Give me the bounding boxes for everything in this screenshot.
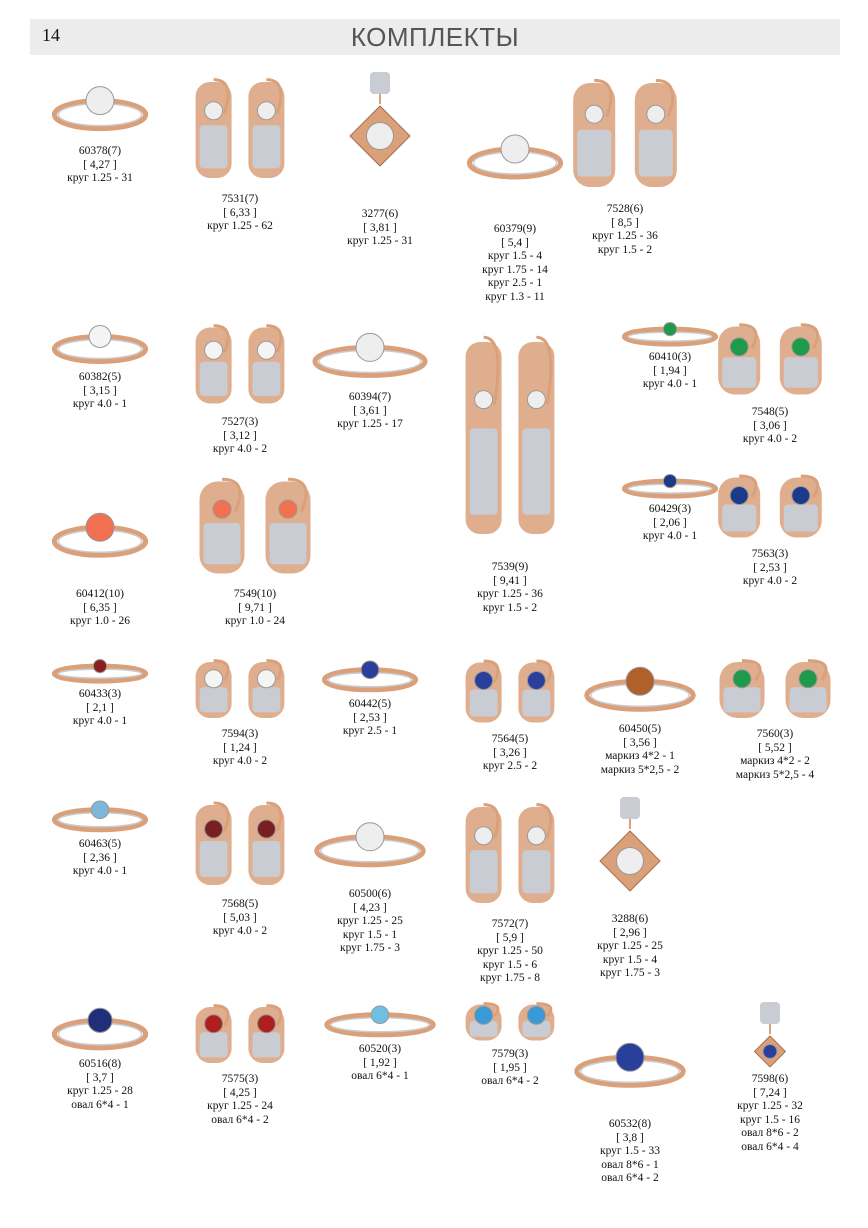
product-item	[310, 1000, 450, 1084]
product-image-earrings	[180, 1000, 300, 1070]
product-code: 7548(5)	[751, 406, 789, 418]
product-item	[170, 318, 310, 457]
product-code: 7527(3)	[221, 416, 259, 428]
product-weight: [ 4,23 ]	[353, 901, 387, 914]
product-weight: [ 3,06 ]	[753, 419, 787, 432]
product-code: 60429(3)	[648, 503, 692, 515]
stone-spec: круг 1.25 - 17	[337, 418, 403, 430]
product-weight: [ 9,41 ]	[493, 574, 527, 587]
product-code: 60378(7)	[78, 145, 122, 157]
product-weight: [ 3,81 ]	[363, 221, 397, 234]
stone-spec: круг 1.25 - 36	[477, 588, 543, 600]
stone-spec: круг 1.5 - 2	[597, 243, 653, 256]
product-item	[170, 655, 310, 769]
product-image-pendant	[570, 795, 690, 910]
stone-spec: круг 2.5 - 1	[342, 725, 398, 737]
product-item	[700, 1000, 840, 1154]
product-item	[700, 655, 850, 782]
stone-spec: круг 1.25 - 32	[737, 1100, 803, 1112]
product-weight: [ 2,36 ]	[83, 851, 117, 864]
product-code: 60410(3)	[648, 351, 692, 363]
product-image-ring	[310, 1000, 450, 1040]
product-code: 7539(9)	[491, 561, 529, 573]
stone-spec: круг 1.25 - 25	[337, 915, 403, 927]
product-image-earrings	[450, 655, 570, 730]
stone-spec: круг 4.0 - 1	[72, 865, 128, 877]
product-weight: [ 4,25 ]	[223, 1086, 257, 1099]
product-item	[700, 318, 840, 447]
product-item	[300, 795, 440, 956]
stone-spec: овал 6*4 - 2	[481, 1075, 539, 1087]
product-weight: [ 6,33 ]	[223, 206, 257, 219]
product-image-earrings	[180, 655, 300, 725]
product-code: 60442(5)	[348, 698, 392, 710]
product-code: 60433(3)	[78, 688, 122, 700]
product-code: 7564(5)	[491, 733, 529, 745]
stone-spec: круг 4.0 - 1	[72, 715, 128, 727]
product-image-ring	[310, 655, 430, 695]
stone-spec: круг 4.0 - 2	[212, 925, 268, 937]
product-code: 7572(7)	[491, 918, 529, 930]
product-code: 7594(3)	[221, 728, 259, 740]
product-image-earrings	[700, 655, 850, 725]
product-image-earrings	[180, 795, 300, 895]
product-item	[440, 1000, 580, 1089]
product-code: 7560(3)	[756, 728, 794, 740]
product-weight: [ 3,8 ]	[616, 1131, 644, 1144]
product-image-ring	[290, 318, 450, 388]
stone-spec: овал 8*6 - 2	[741, 1127, 799, 1139]
product-weight: [ 3,56 ]	[623, 736, 657, 749]
product-code: 60500(6)	[348, 888, 392, 900]
product-weight: [ 1,95 ]	[493, 1061, 527, 1074]
stone-spec: круг 4.0 - 2	[742, 433, 798, 445]
product-weight: [ 2,1 ]	[86, 701, 114, 714]
product-item	[700, 470, 840, 589]
product-code: 7531(7)	[221, 193, 259, 205]
stone-spec: круг 1.25 - 24	[207, 1100, 273, 1112]
product-code: 7528(6)	[606, 203, 644, 215]
stone-spec: круг 1.5 - 2	[482, 601, 538, 614]
product-code: 7598(6)	[751, 1073, 789, 1085]
product-weight: [ 8,5 ]	[611, 216, 639, 229]
stone-spec: круг 1.75 - 8	[480, 972, 540, 984]
product-code: 7563(3)	[751, 548, 789, 560]
stone-spec: круг 1.75 - 3	[600, 967, 660, 979]
stone-spec: круг 1.25 - 31	[67, 172, 133, 184]
stone-spec: овал 8*6 - 1	[601, 1158, 659, 1171]
product-weight: [ 1,92 ]	[363, 1056, 397, 1069]
product-weight: [ 7,24 ]	[753, 1086, 787, 1099]
product-weight: [ 5,52 ]	[758, 741, 792, 754]
stone-spec: круг 4.0 - 2	[212, 443, 268, 455]
stone-spec: круг 1.5 - 16	[740, 1113, 800, 1126]
stone-spec: круг 1.5 - 33	[600, 1145, 660, 1157]
product-code: 60379(9)	[493, 223, 537, 235]
stone-spec: круг 2.5 - 1	[487, 277, 543, 289]
product-code: 60382(5)	[78, 371, 122, 383]
page-number: 14	[42, 25, 60, 45]
product-item	[30, 655, 170, 729]
product-item	[440, 318, 580, 615]
product-item	[30, 470, 170, 629]
product-item	[180, 470, 330, 629]
stone-spec: круг 4.0 - 1	[642, 530, 698, 542]
product-image-earrings	[700, 470, 840, 545]
product-image-earrings	[555, 70, 695, 200]
stone-spec: маркиз 4*2 - 2	[740, 755, 810, 767]
product-weight: [ 5,9 ]	[496, 931, 524, 944]
product-code: 7549(10)	[233, 588, 277, 600]
stone-spec: овал 6*4 - 2	[601, 1172, 659, 1184]
stone-spec: круг 4.0 - 1	[642, 378, 698, 390]
stone-spec: овал 6*4 - 4	[741, 1140, 799, 1153]
stone-spec: круг 1.3 - 11	[485, 290, 545, 303]
product-image-pendant	[320, 70, 440, 205]
product-item	[560, 795, 700, 981]
product-item	[555, 70, 695, 257]
product-image-ring	[40, 318, 160, 368]
product-weight: [ 5,03 ]	[223, 911, 257, 924]
stone-spec: овал 6*4 - 1	[71, 1098, 129, 1111]
product-item	[30, 318, 170, 412]
product-weight: [ 2,96 ]	[613, 926, 647, 939]
product-image-earrings	[450, 318, 570, 558]
page-header	[30, 19, 840, 55]
product-image-earrings	[180, 70, 300, 190]
product-item	[30, 795, 170, 879]
stone-spec: круг 1.25 - 28	[67, 1085, 133, 1097]
page-title: КОМПЛЕКТЫ	[350, 22, 520, 52]
product-weight: [ 5,4 ]	[501, 236, 529, 249]
product-weight: [ 2,53 ]	[753, 561, 787, 574]
stone-spec: круг 1.25 - 25	[597, 940, 663, 952]
product-image-ring	[300, 795, 440, 885]
product-image-ring	[40, 470, 160, 585]
stone-spec: маркиз 4*2 - 1	[605, 750, 675, 762]
stone-spec: маркиз 5*2,5 - 2	[600, 763, 680, 776]
stone-spec: круг 1.0 - 26	[70, 615, 130, 627]
stone-spec: круг 1.5 - 1	[342, 928, 398, 941]
stone-spec: круг 1.25 - 31	[347, 235, 413, 247]
product-item	[170, 70, 310, 234]
stone-spec: круг 1.5 - 4	[487, 250, 543, 262]
product-code: 60412(10)	[76, 588, 124, 600]
product-code: 60520(3)	[358, 1043, 402, 1055]
stone-spec: маркиз 5*2,5 - 4	[735, 768, 815, 781]
product-image-pendant	[700, 1000, 840, 1070]
stone-spec: круг 2.5 - 2	[482, 760, 538, 772]
stone-spec: круг 1.75 - 14	[482, 263, 548, 276]
stone-spec: круг 1.0 - 24	[225, 615, 285, 627]
product-weight: [ 1,94 ]	[653, 364, 687, 377]
stone-spec: овал 6*4 - 2	[211, 1113, 269, 1126]
product-weight: [ 3,61 ]	[353, 404, 387, 417]
product-item	[30, 1000, 170, 1112]
product-weight: [ 3,7 ]	[86, 1071, 114, 1084]
product-item	[440, 655, 580, 774]
product-code: 7579(3)	[491, 1048, 529, 1060]
stone-spec: круг 4.0 - 2	[212, 755, 268, 767]
stone-spec: круг 1.25 - 62	[207, 220, 273, 232]
stone-spec: круг 1.5 - 6	[482, 958, 538, 971]
stone-spec: круг 1.25 - 50	[477, 945, 543, 957]
product-code: 3288(6)	[611, 913, 649, 925]
product-code: 3277(6)	[361, 208, 399, 220]
stone-spec: круг 1.25 - 36	[592, 230, 658, 242]
product-item	[310, 70, 450, 249]
product-image-earrings	[700, 318, 840, 403]
product-item	[570, 655, 710, 777]
product-weight: [ 3,26 ]	[493, 746, 527, 759]
product-code: 7568(5)	[221, 898, 259, 910]
product-image-ring	[40, 655, 160, 685]
product-image-ring	[560, 1000, 700, 1115]
product-image-ring	[40, 795, 160, 835]
product-item	[300, 655, 440, 739]
product-image-ring	[40, 1000, 160, 1055]
product-code: 60463(5)	[78, 838, 122, 850]
product-code: 7575(3)	[221, 1073, 259, 1085]
product-weight: [ 4,27 ]	[83, 158, 117, 171]
product-weight: [ 2,06 ]	[653, 516, 687, 529]
product-item	[170, 1000, 310, 1127]
product-code: 60532(8)	[608, 1118, 652, 1130]
product-code: 60450(5)	[618, 723, 662, 735]
stone-spec: овал 6*4 - 1	[351, 1070, 409, 1082]
product-weight: [ 3,15 ]	[83, 384, 117, 397]
product-weight: [ 1,24 ]	[223, 741, 257, 754]
product-item	[30, 70, 170, 186]
product-item	[170, 795, 310, 939]
product-weight: [ 3,12 ]	[223, 429, 257, 442]
product-item	[440, 795, 580, 986]
product-weight: [ 6,35 ]	[83, 601, 117, 614]
product-code: 60394(7)	[348, 391, 392, 403]
product-image-earrings	[450, 1000, 570, 1045]
stone-spec: круг 1.5 - 4	[602, 953, 658, 966]
product-item	[290, 318, 450, 432]
product-image-earrings	[180, 470, 330, 585]
product-weight: [ 2,53 ]	[353, 711, 387, 724]
product-image-earrings	[450, 795, 570, 915]
product-image-ring	[40, 70, 160, 142]
product-weight: [ 9,71 ]	[238, 601, 272, 614]
product-code: 60516(8)	[78, 1058, 122, 1070]
product-image-ring	[570, 655, 710, 720]
product-item	[560, 1000, 700, 1186]
stone-spec: круг 4.0 - 1	[72, 398, 128, 410]
product-image-earrings	[180, 318, 300, 413]
stone-spec: круг 1.75 - 3	[340, 942, 400, 954]
stone-spec: круг 4.0 - 2	[742, 575, 798, 587]
